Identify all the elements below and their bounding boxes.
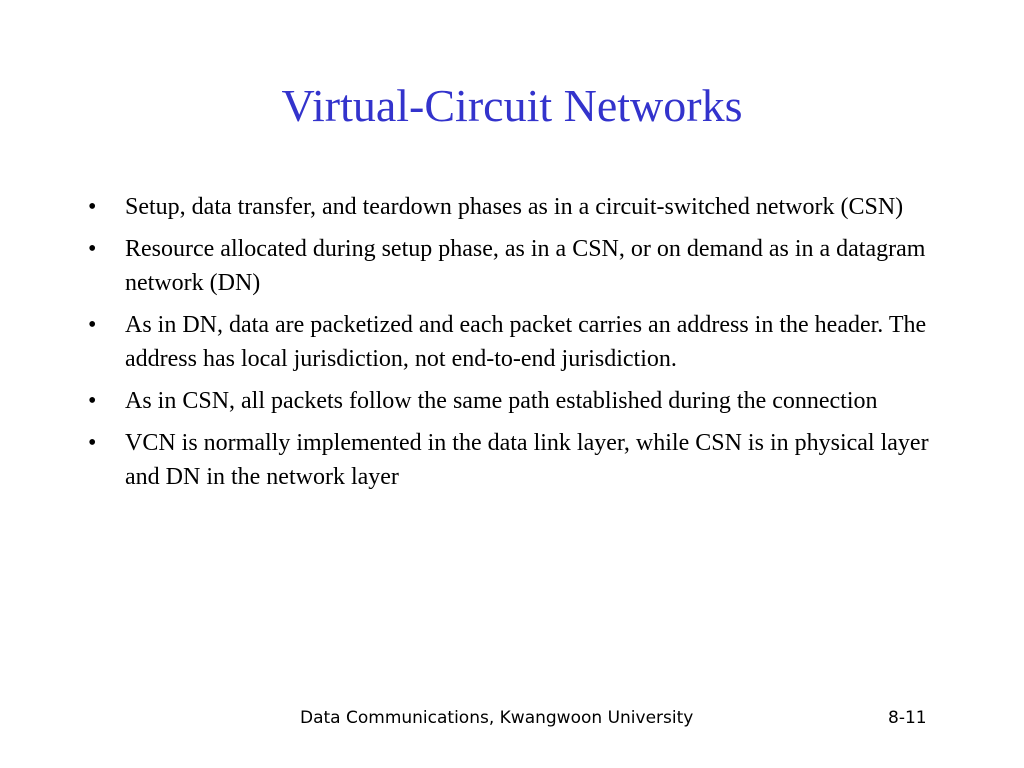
- bullet-text: Setup, data transfer, and teardown phases as in a circuit-switched network (CSN): [125, 194, 904, 220]
- slide-title: Virtual-Circuit Networks: [281, 80, 743, 131]
- bullet-text: As in DN, data are packetized and each packet carries an address in the header. The address has local jurisdiction, not end-to-end jurisdiction.: [125, 312, 927, 372]
- bullet-text: As in CSN, all packets follow the same path established during the connection: [125, 388, 878, 414]
- bullet-item: [88, 232, 948, 300]
- bullet-text: Resource allocated during setup phase, as in a CSN, or on demand as in a datagram network (DN): [125, 236, 926, 296]
- bullet-marker: •: [88, 430, 97, 456]
- bullet-list: [88, 190, 948, 502]
- bullet-marker: •: [88, 236, 97, 262]
- bullet-text: VCN is normally implemented in the data link layer, while CSN is in physical layer and DN in the network layer: [125, 430, 929, 490]
- page-number: 8-11: [888, 708, 927, 728]
- footer-text: Data Communications, Kwangwoon University: [300, 708, 694, 728]
- bullet-marker: •: [88, 312, 97, 338]
- bullet-marker: •: [88, 388, 97, 414]
- bullet-item: [88, 426, 948, 494]
- bullet-item: [88, 190, 948, 224]
- bullet-marker: •: [88, 194, 97, 220]
- bullet-item: [88, 384, 948, 418]
- bullet-item: [88, 308, 948, 376]
